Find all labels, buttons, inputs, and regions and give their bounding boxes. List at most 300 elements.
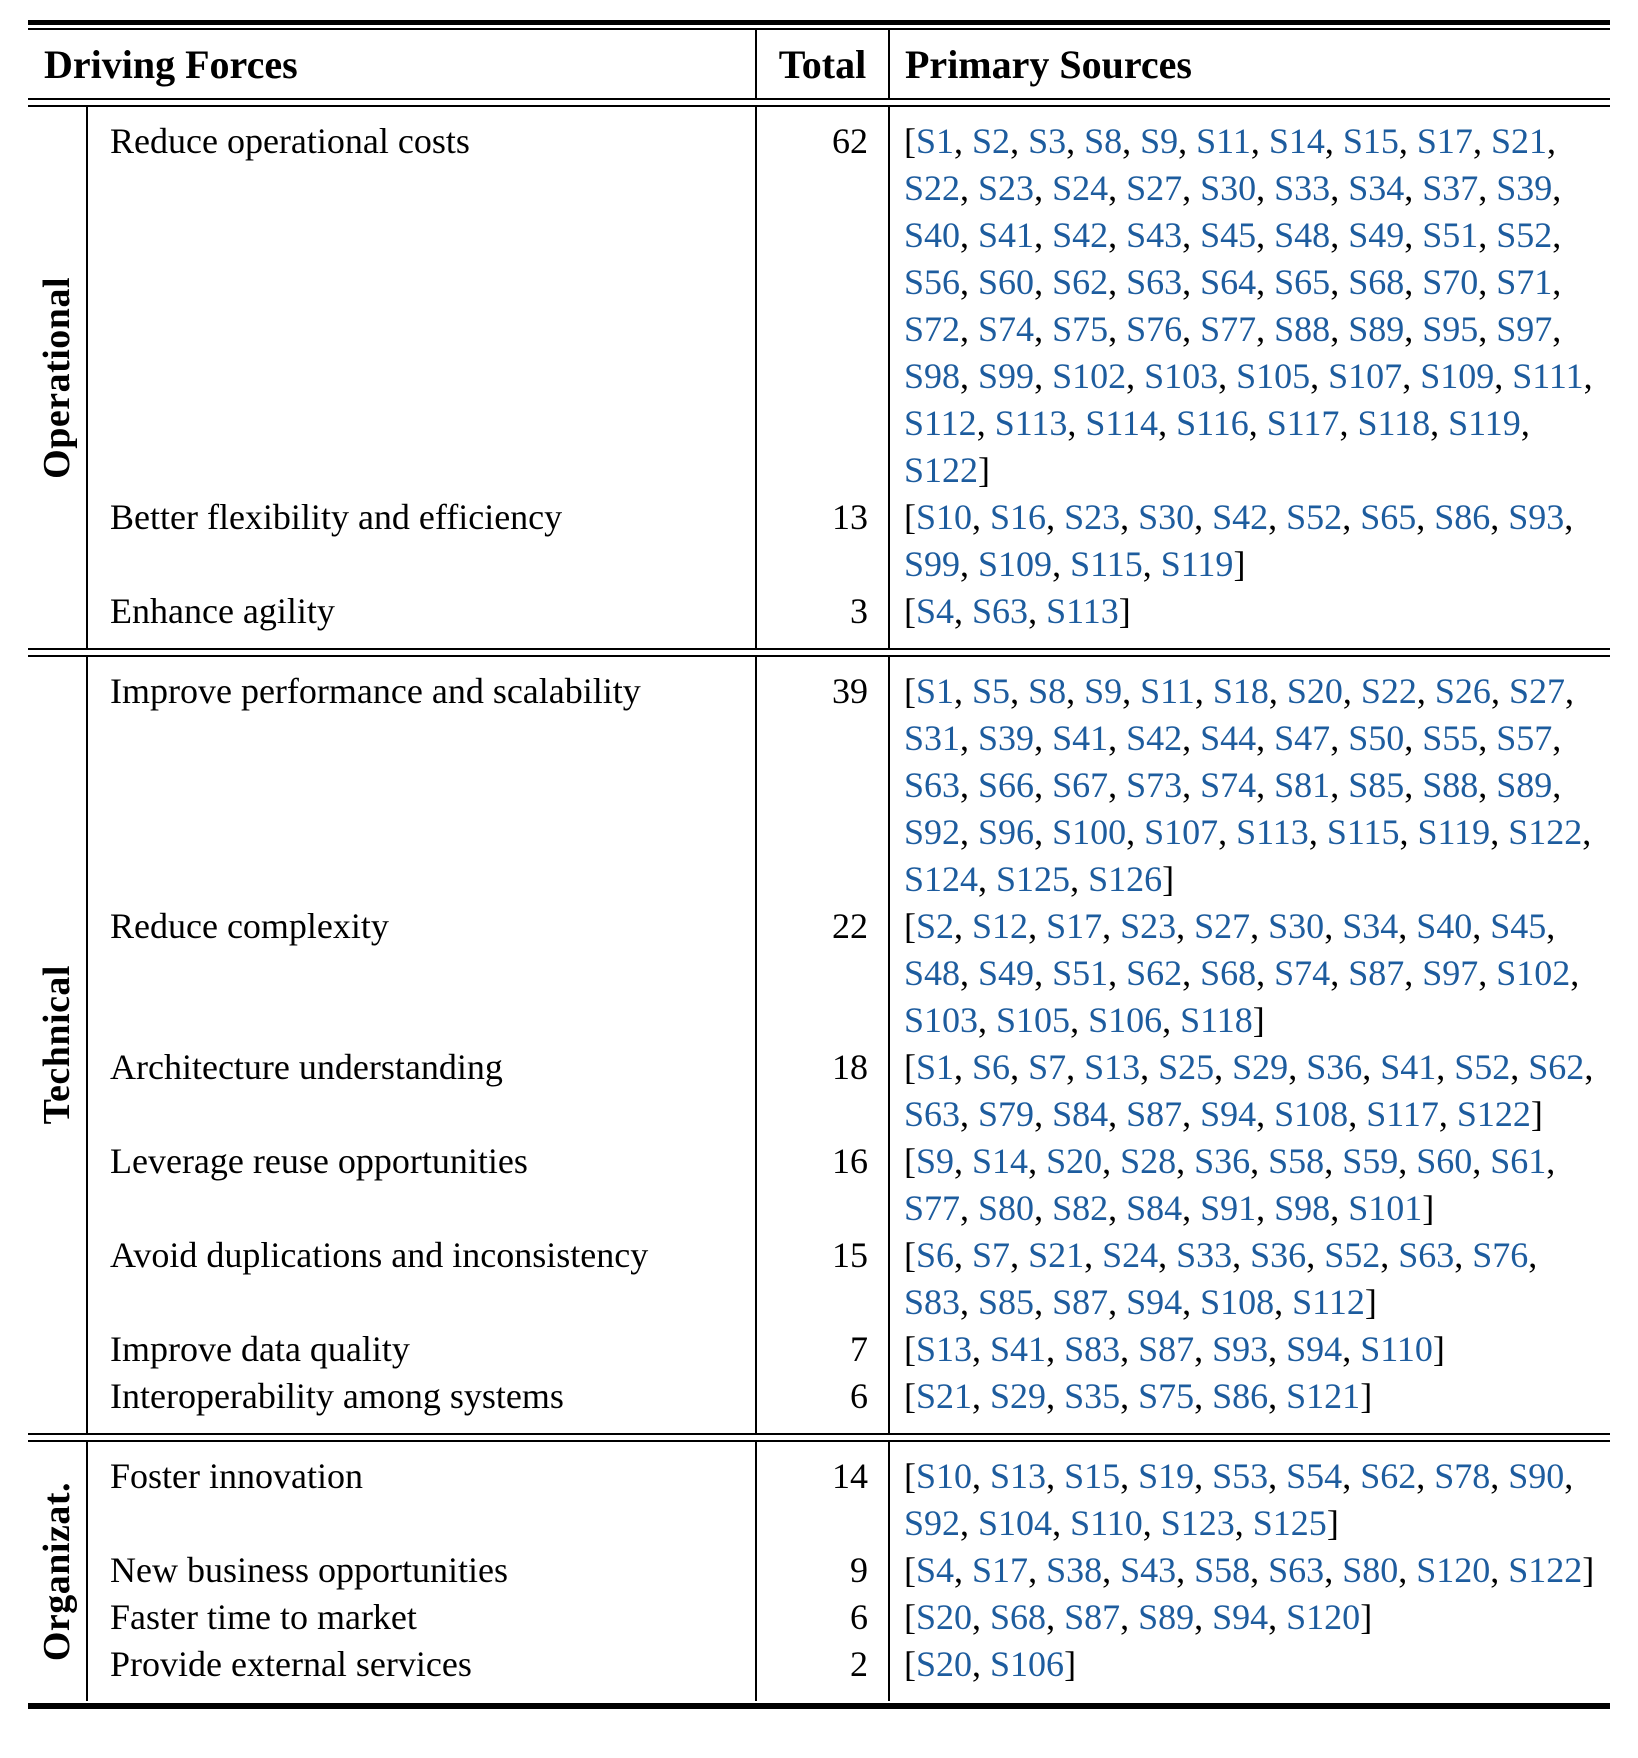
source-ref[interactable]: S65 [1274,262,1331,302]
source-ref[interactable]: S6 [972,1047,1011,1087]
category-group [28,657,1610,1433]
source-ref[interactable]: S20 [916,1597,973,1637]
source-ref[interactable]: S75 [1138,1376,1195,1416]
source-ref[interactable]: S13 [990,1456,1047,1496]
source-ref[interactable]: S29 [1232,1047,1289,1087]
source-ref[interactable]: S29 [990,1376,1047,1416]
total-count: 9 [755,1547,890,1594]
category-label [28,107,86,648]
total-count: 7 [755,1326,890,1373]
source-ref[interactable]: S87 [1138,1329,1195,1369]
source-ref[interactable]: S92 [904,1503,961,1543]
source-ref[interactable]: S120 [1286,1597,1361,1637]
source-ref[interactable]: S63 [972,591,1029,631]
force-name: Enhance agility [86,588,755,648]
force-row [86,1232,1610,1326]
source-ref[interactable]: S66 [978,765,1035,805]
source-ref[interactable]: S39 [978,718,1035,758]
source-ref[interactable]: S125 [1252,1503,1327,1543]
category-group [28,1442,1610,1701]
source-ref[interactable]: S119 [1448,403,1521,443]
driving-forces-table [28,20,1610,1709]
source-ref[interactable]: S23 [1120,906,1177,946]
source-ref[interactable]: S76 [1126,309,1183,349]
source-ref[interactable]: S14 [1268,121,1325,161]
source-ref[interactable]: S72 [904,309,961,349]
source-ref[interactable]: S97 [1496,309,1553,349]
category-group [28,107,1610,648]
primary-sources-list: [S1, S6, S7, S13, S25, S29, S36, S41, S52, S62, S63, S79, S84, S87, S94, S108, S117, S122] [904,1047,1594,1134]
table-header [28,30,1610,98]
header-total: Total [755,30,890,98]
source-ref[interactable]: S100 [1052,812,1127,852]
header-rule [28,98,1610,107]
source-ref[interactable]: S30 [1268,906,1325,946]
header-driving-forces: Driving Forces [44,41,298,87]
source-ref[interactable]: S74 [978,309,1035,349]
primary-sources-list: [S6, S7, S21, S24, S33, S36, S52, S63, S76, S83, S85, S87, S94, S108, S112] [904,1235,1538,1322]
force-row [86,657,1610,903]
source-ref[interactable]: S5 [972,671,1011,711]
source-ref[interactable]: S68 [990,1597,1047,1637]
source-ref[interactable]: S108 [1200,1282,1275,1322]
source-ref[interactable]: S34 [1342,906,1399,946]
source-ref[interactable]: S17 [972,1550,1029,1590]
source-ref[interactable]: S58 [1268,1141,1325,1181]
source-ref[interactable]: S23 [978,168,1035,208]
force-row [86,494,1610,588]
source-ref[interactable]: S21 [916,1376,973,1416]
source-ref[interactable]: S17 [1416,121,1473,161]
source-ref[interactable]: S41 [1380,1047,1437,1087]
source-ref[interactable]: S71 [1496,262,1553,302]
total-count: 16 [755,1138,890,1232]
source-ref[interactable]: S7 [1028,1047,1067,1087]
source-ref[interactable]: S49 [978,953,1035,993]
source-ref[interactable]: S106 [1088,1000,1163,1040]
source-ref[interactable]: S11 [1196,121,1251,161]
source-ref[interactable]: S109 [1420,356,1495,396]
total-count: 2 [755,1641,890,1701]
source-ref[interactable]: S93 [1508,497,1565,537]
source-ref[interactable]: S31 [904,718,961,758]
source-ref[interactable]: S62 [1052,262,1109,302]
source-ref[interactable]: S115 [1070,544,1143,584]
source-ref[interactable]: S42 [1126,718,1183,758]
source-ref[interactable]: S108 [1274,1094,1349,1134]
source-ref[interactable]: S89 [1348,309,1405,349]
source-ref[interactable]: S64 [1200,262,1257,302]
total-count: 6 [755,1594,890,1641]
source-ref[interactable]: S111 [1512,356,1584,396]
source-ref[interactable]: S41 [1052,718,1109,758]
source-ref[interactable]: S2 [972,121,1011,161]
total-count: 62 [755,107,890,494]
total-count: 15 [755,1232,890,1326]
source-ref[interactable]: S9 [1084,671,1123,711]
primary-sources-list: [S9, S14, S20, S28, S36, S58, S59, S60, S61, S77, S80, S82, S84, S91, S98, S101] [904,1141,1556,1228]
source-ref[interactable]: S52 [1454,1047,1511,1087]
source-ref[interactable]: S62 [1360,1456,1417,1496]
source-ref[interactable]: S2 [916,906,955,946]
source-ref[interactable]: S20 [1046,1141,1103,1181]
source-ref[interactable]: S124 [904,859,979,899]
force-name: Improve data quality [86,1326,755,1373]
source-ref[interactable]: S30 [1200,168,1257,208]
source-ref[interactable]: S41 [990,1329,1047,1369]
source-ref[interactable]: S52 [1286,497,1343,537]
source-ref[interactable]: S78 [1434,1456,1491,1496]
source-ref[interactable]: S62 [1126,953,1183,993]
force-name: Reduce operational costs [86,107,755,494]
source-ref[interactable]: S15 [1064,1456,1121,1496]
source-ref[interactable]: S79 [978,1094,1035,1134]
force-name: New business opportunities [86,1547,755,1594]
source-ref[interactable]: S97 [1422,953,1479,993]
source-ref[interactable]: S67 [1052,765,1109,805]
force-name: Foster innovation [86,1442,755,1547]
primary-sources-list: [S2, S12, S17, S23, S27, S30, S34, S40, S45, S48, S49, S51, S62, S68, S74, S87, S97, S102, S103, S105, S106, S118] [904,906,1580,1040]
source-ref[interactable]: S91 [1200,1188,1257,1228]
source-ref[interactable]: S83 [1064,1329,1121,1369]
source-ref[interactable]: S9 [916,1141,955,1181]
force-row [86,1594,1610,1641]
source-ref[interactable]: S86 [1212,1376,1269,1416]
source-ref[interactable]: S27 [1126,168,1183,208]
force-name: Provide external services [86,1641,755,1701]
source-ref[interactable]: S90 [1508,1456,1565,1496]
source-ref[interactable]: S27 [1508,671,1565,711]
source-ref[interactable]: S58 [1194,1550,1251,1590]
source-ref[interactable]: S45 [1490,906,1547,946]
source-ref[interactable]: S84 [1052,1094,1109,1134]
source-ref[interactable]: S116 [1176,403,1249,443]
source-ref[interactable]: S63 [1126,262,1183,302]
total-count: 39 [755,657,890,903]
source-ref[interactable]: S125 [996,859,1071,899]
force-name: Interoperability among systems [86,1373,755,1433]
source-ref[interactable]: S99 [904,544,961,584]
group-separator-rule [28,648,1610,657]
source-ref[interactable]: S11 [1140,671,1195,711]
source-ref[interactable]: S1 [916,121,955,161]
source-ref[interactable]: S43 [1126,215,1183,255]
bottom-rule [28,1703,1610,1709]
source-ref[interactable]: S95 [1422,309,1479,349]
source-ref[interactable]: S4 [916,1550,955,1590]
source-ref[interactable]: S110 [1070,1503,1143,1543]
source-ref[interactable]: S10 [916,497,973,537]
source-ref[interactable]: S75 [1052,309,1109,349]
force-row [86,107,1610,494]
source-ref[interactable]: S88 [1274,309,1331,349]
source-ref[interactable]: S20 [916,1644,973,1684]
source-ref[interactable]: S77 [904,1188,961,1228]
source-ref[interactable]: S51 [1422,215,1479,255]
source-ref[interactable]: S94 [1212,1597,1269,1637]
source-ref[interactable]: S104 [978,1503,1053,1543]
force-row [86,1138,1610,1232]
source-ref[interactable]: S119 [1417,812,1491,852]
source-ref[interactable]: S99 [978,356,1035,396]
source-ref[interactable]: S33 [1274,168,1331,208]
source-ref[interactable]: S13 [916,1329,973,1369]
source-ref[interactable]: S107 [1328,356,1403,396]
source-ref[interactable]: S85 [978,1282,1035,1322]
source-ref[interactable]: S65 [1360,497,1417,537]
source-ref[interactable]: S15 [1342,121,1399,161]
total-count: 14 [755,1442,890,1547]
total-count: 22 [755,903,890,1044]
source-ref[interactable]: S86 [1434,497,1491,537]
source-ref[interactable]: S76 [1472,1235,1529,1275]
total-count: 6 [755,1373,890,1433]
category-label-text: Organizat. [36,1481,78,1662]
group-separator-rule [28,1433,1610,1442]
force-row [86,1326,1610,1373]
source-ref[interactable]: S87 [1052,1282,1109,1322]
source-ref[interactable]: S102 [1496,953,1571,993]
source-ref[interactable]: S96 [978,812,1035,852]
source-ref[interactable]: S42 [1212,497,1269,537]
source-ref[interactable]: S48 [904,953,961,993]
source-ref[interactable]: S83 [904,1282,961,1322]
source-ref[interactable]: S53 [1212,1456,1269,1496]
source-ref[interactable]: S37 [1422,168,1479,208]
source-ref[interactable]: S4 [916,591,955,631]
source-ref[interactable]: S113 [994,403,1068,443]
total-count: 18 [755,1044,890,1138]
source-ref[interactable]: S47 [1274,718,1331,758]
source-ref[interactable]: S84 [1126,1188,1183,1228]
source-ref[interactable]: S57 [1496,718,1553,758]
force-row [86,1373,1610,1433]
source-ref[interactable]: S89 [1496,765,1553,805]
primary-sources-list: [S13, S41, S83, S87, S93, S94, S110] [904,1329,1445,1369]
source-ref[interactable]: S89 [1138,1597,1195,1637]
table-body [28,107,1610,1701]
source-ref[interactable]: S94 [1126,1282,1183,1322]
source-ref[interactable]: S38 [1046,1550,1103,1590]
source-ref[interactable]: S94 [1286,1329,1343,1369]
source-ref[interactable]: S105 [1236,356,1311,396]
source-ref[interactable]: S122 [1456,1094,1531,1134]
source-ref[interactable]: S22 [904,168,961,208]
category-label [28,1442,86,1701]
source-ref[interactable]: S49 [1348,215,1405,255]
source-ref[interactable]: S117 [1266,403,1340,443]
source-ref[interactable]: S106 [990,1644,1065,1684]
source-ref[interactable]: S98 [904,356,961,396]
source-ref[interactable]: S1 [916,671,955,711]
source-ref[interactable]: S23 [1064,497,1121,537]
source-ref[interactable]: S98 [1274,1188,1331,1228]
source-ref[interactable]: S36 [1306,1047,1363,1087]
source-ref[interactable]: S110 [1360,1329,1433,1369]
source-ref[interactable]: S81 [1274,765,1331,805]
force-row [86,903,1610,1044]
primary-sources-list: [S10, S16, S23, S30, S42, S52, S65, S86, S93, S99, S109, S115, S119] [904,497,1574,584]
source-ref[interactable]: S8 [1084,121,1123,161]
source-ref[interactable]: S3 [1028,121,1067,161]
source-ref[interactable]: S56 [904,262,961,302]
source-ref[interactable]: S101 [1348,1188,1423,1228]
source-ref[interactable]: S102 [1052,356,1127,396]
source-ref[interactable]: S30 [1138,497,1195,537]
source-ref[interactable]: S70 [1422,262,1479,302]
source-ref[interactable]: S41 [978,215,1035,255]
source-ref[interactable]: S39 [1496,168,1553,208]
source-ref[interactable]: S8 [1028,671,1067,711]
source-ref[interactable]: S13 [1084,1047,1141,1087]
source-ref[interactable]: S85 [1348,765,1405,805]
source-ref[interactable]: S33 [1176,1235,1233,1275]
source-ref[interactable]: S44 [1200,718,1257,758]
force-name: Reduce complexity [86,903,755,1044]
force-name: Avoid duplications and inconsistency [86,1232,755,1326]
source-ref[interactable]: S42 [1052,215,1109,255]
source-ref[interactable]: S50 [1348,718,1405,758]
source-ref[interactable]: S27 [1194,906,1251,946]
source-ref[interactable]: S63 [1398,1235,1455,1275]
primary-sources-list: [S20, S68, S87, S89, S94, S120] [904,1597,1373,1637]
source-ref[interactable]: S87 [1348,953,1405,993]
source-ref[interactable]: S45 [1200,215,1257,255]
source-ref[interactable]: S122 [1508,1550,1583,1590]
source-ref[interactable]: S103 [1144,356,1219,396]
total-count: 13 [755,494,890,588]
source-ref[interactable]: S9 [1140,121,1179,161]
source-ref[interactable]: S109 [978,544,1053,584]
source-ref[interactable]: S118 [1357,403,1431,443]
source-ref[interactable]: S25 [1158,1047,1215,1087]
top-rule [28,20,1610,30]
source-ref[interactable]: S28 [1120,1141,1177,1181]
source-ref[interactable]: S112 [1292,1282,1365,1322]
source-ref[interactable]: S10 [916,1456,973,1496]
source-ref[interactable]: S35 [1064,1376,1121,1416]
source-ref[interactable]: S105 [996,1000,1071,1040]
source-ref[interactable]: S54 [1286,1456,1343,1496]
source-ref[interactable]: S122 [1508,812,1583,852]
source-ref[interactable]: S43 [1120,1550,1177,1590]
source-ref[interactable]: S120 [1416,1550,1491,1590]
source-ref[interactable]: S123 [1160,1503,1235,1543]
header-primary-sources: Primary Sources [905,41,1192,87]
source-ref[interactable]: S80 [1342,1550,1399,1590]
source-ref[interactable]: S18 [1212,671,1269,711]
category-label-text: Technical [36,965,78,1125]
source-ref[interactable]: S20 [1286,671,1343,711]
primary-sources-list: [S21, S29, S35, S75, S86, S121] [904,1376,1373,1416]
source-ref[interactable]: S73 [1126,765,1183,805]
source-ref[interactable]: S103 [904,1000,979,1040]
source-ref[interactable]: S82 [1052,1188,1109,1228]
source-ref[interactable]: S40 [1416,906,1473,946]
source-ref[interactable]: S113 [1236,812,1309,852]
source-ref[interactable]: S12 [972,906,1029,946]
force-name: Improve performance and scalability [86,657,755,903]
source-ref[interactable]: S59 [1342,1141,1399,1181]
source-ref[interactable]: S52 [1496,215,1553,255]
source-ref[interactable]: S122 [904,450,979,490]
force-row [86,1442,1610,1547]
source-ref[interactable]: S61 [1490,1141,1547,1181]
source-ref[interactable]: S21 [1028,1235,1085,1275]
total-count: 3 [755,588,890,648]
source-ref[interactable]: S51 [1052,953,1109,993]
force-name: Leverage reuse opportunities [86,1138,755,1232]
source-ref[interactable]: S114 [1085,403,1159,443]
source-ref[interactable]: S63 [904,765,961,805]
source-ref[interactable]: S19 [1138,1456,1195,1496]
source-ref[interactable]: S74 [1200,765,1257,805]
source-ref[interactable]: S48 [1274,215,1331,255]
source-ref[interactable]: S24 [1052,168,1109,208]
source-ref[interactable]: S63 [904,1094,961,1134]
source-ref[interactable]: S6 [916,1235,955,1275]
primary-sources-list: [S4, S63, S113] [904,591,1131,631]
source-ref[interactable]: S24 [1102,1235,1159,1275]
source-ref[interactable]: S93 [1212,1329,1269,1369]
source-ref[interactable]: S113 [1046,591,1119,631]
primary-sources-list: [S4, S17, S38, S43, S58, S63, S80, S120, S122] [904,1550,1595,1590]
source-ref[interactable]: S60 [978,262,1035,302]
source-ref[interactable]: S88 [1422,765,1479,805]
source-ref[interactable]: S68 [1200,953,1257,993]
source-ref[interactable]: S63 [1268,1550,1325,1590]
source-ref[interactable]: S77 [1200,309,1257,349]
source-ref[interactable]: S26 [1434,671,1491,711]
source-ref[interactable]: S36 [1194,1141,1251,1181]
source-ref[interactable]: S21 [1490,121,1547,161]
force-name: Architecture understanding [86,1044,755,1138]
source-ref[interactable]: S107 [1144,812,1219,852]
primary-sources-list: [S20, S106] [904,1644,1077,1684]
source-ref[interactable]: S52 [1324,1235,1381,1275]
source-ref[interactable]: S62 [1528,1047,1585,1087]
source-ref[interactable]: S68 [1348,262,1405,302]
source-ref[interactable]: S87 [1064,1597,1121,1637]
source-ref[interactable]: S87 [1126,1094,1183,1134]
source-ref[interactable]: S17 [1046,906,1103,946]
source-ref[interactable]: S40 [904,215,961,255]
source-ref[interactable]: S14 [972,1141,1029,1181]
source-ref[interactable]: S115 [1326,812,1400,852]
source-ref[interactable]: S60 [1416,1141,1473,1181]
source-ref[interactable]: S119 [1160,544,1234,584]
source-ref[interactable]: S16 [990,497,1047,537]
source-ref[interactable]: S126 [1088,859,1163,899]
source-ref[interactable]: S55 [1422,718,1479,758]
source-ref[interactable]: S121 [1286,1376,1361,1416]
source-ref[interactable]: S36 [1250,1235,1307,1275]
source-ref[interactable]: S117 [1366,1094,1439,1134]
source-ref[interactable]: S118 [1180,1000,1253,1040]
source-ref[interactable]: S80 [978,1188,1035,1228]
source-ref[interactable]: S34 [1348,168,1405,208]
source-ref[interactable]: S94 [1200,1094,1257,1134]
source-ref[interactable]: S92 [904,812,961,852]
force-name: Better flexibility and efficiency [86,494,755,588]
source-ref[interactable]: S7 [972,1235,1011,1275]
force-row [86,1641,1610,1701]
source-ref[interactable]: S74 [1274,953,1331,993]
source-ref[interactable]: S22 [1360,671,1417,711]
force-row [86,588,1610,648]
source-ref[interactable]: S1 [916,1047,955,1087]
source-ref[interactable]: S112 [904,403,977,443]
